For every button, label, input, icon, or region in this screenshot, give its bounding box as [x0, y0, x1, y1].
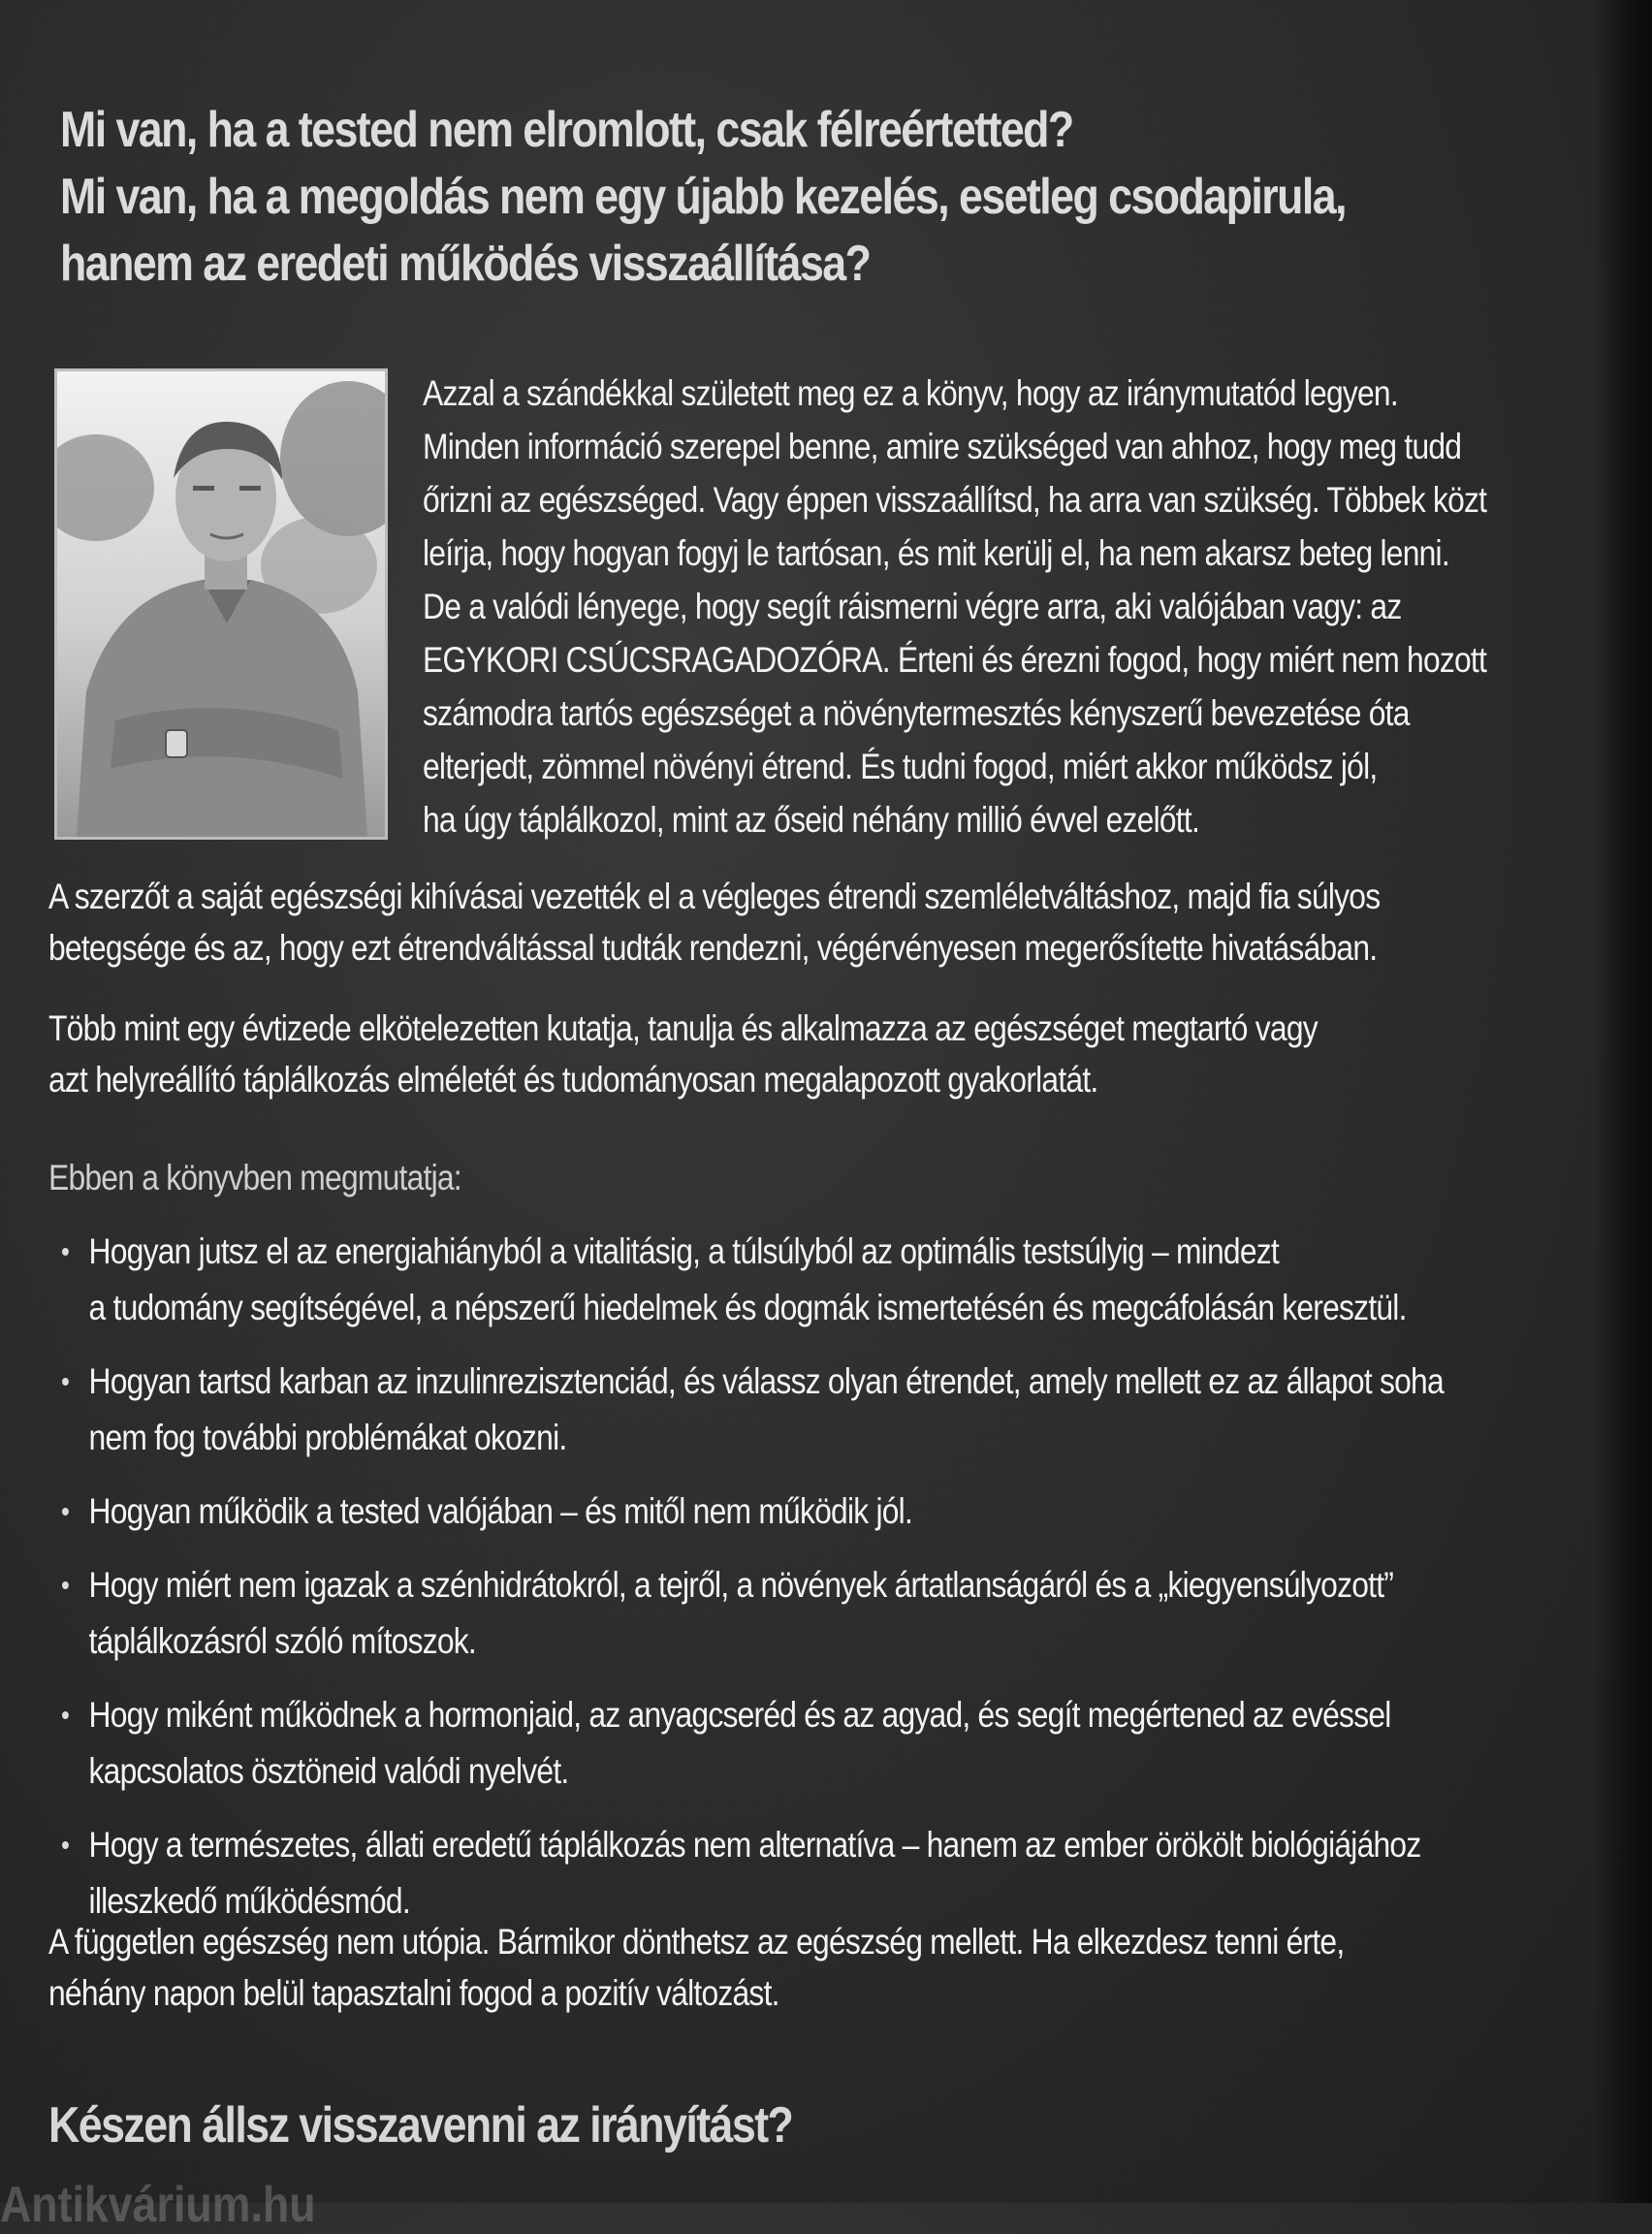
closing-question: Készen állsz visszavenni az irányítást? — [48, 2097, 793, 2154]
headline — [60, 97, 1346, 298]
watermark: Antikvárium.hu — [0, 2177, 316, 2233]
bullet-icon — [62, 1711, 69, 1719]
intro-line: elterjedt, zömmel növényi étrend. És tudni fogod, miért akkor működsz jól, — [423, 747, 1378, 786]
paragraph-line: A független egészség nem utópia. Bármikor dönthetsz az egészség mellett. Ha elkezdesz tenni érte, — [48, 1922, 1345, 1962]
intro-line: EGYKORI CSÚCSRAGADOZÓRA. Érteni és érezni fogod, hogy miért nem hozott — [423, 640, 1487, 680]
intro-line: Azzal a szándékkal született meg ez a könyv, hogy az iránymutatód legyen. — [423, 373, 1398, 413]
intro-paragraph — [423, 367, 1573, 846]
benefit-list — [62, 1224, 1630, 1947]
author-paragraph — [48, 871, 1616, 973]
paragraph-line: betegsége és az, hogy ezt étrendváltással tudták rendezni, végérvényesen megerősítette hivatásában. — [48, 928, 1378, 968]
headline-line: Mi van, ha a megoldás nem egy újabb kezelés, esetleg csodapirula, — [60, 169, 1346, 225]
bullet-icon — [62, 1378, 69, 1386]
bullet-icon — [62, 1581, 69, 1589]
intro-line: ha úgy táplálkozol, mint az őseid néhány millió évvel ezelőtt. — [423, 800, 1200, 840]
list-item: Hogy miként működnek a hormonjaid, az anyagcseréd és az agyad, és segít megértened az evéssel kapcsolatos ösztöneid valódi nyelvét. — [62, 1687, 1630, 1800]
list-item: Hogy miért nem igazak a szénhidrátokról, a tejről, a növények ártatlanságáról és a „kiegyensúlyozott” táplálkozásról szóló mítoszok. — [62, 1557, 1630, 1670]
intro-line: Minden információ szerepel benne, amire szükséged van ahhoz, hogy meg tudd — [423, 427, 1462, 466]
bullet-icon — [62, 1248, 69, 1256]
list-lead-in: Ebben a könyvben megmutatja: — [48, 1158, 461, 1197]
author-portrait-image — [57, 371, 385, 837]
list-item: Hogy a természetes, állati eredetű táplálkozás nem alternatíva – hanem az ember örökölt biológiájához illeszkedő működésmód. — [62, 1817, 1630, 1930]
bullet-icon — [62, 1841, 69, 1849]
headline-line: hanem az eredeti működés visszaállítása? — [60, 236, 871, 292]
headline-line: Mi van, ha a tested nem elromlott, csak félreértetted? — [60, 102, 1073, 158]
list-item: Hogyan tartsd karban az inzulinrezisztenciád, és válassz olyan étrendet, amely mellett ez az állapot soha nem fog további problémákat okozni. — [62, 1354, 1630, 1466]
research-paragraph — [48, 1003, 1616, 1105]
intro-line: őrizni az egészséged. Vagy éppen visszaállítsd, ha arra van szükség. Többek közt — [423, 480, 1487, 520]
paragraph-line: Több mint egy évtizede elkötelezetten kutatja, tanulja és alkalmazza az egészséget megtartó vagy — [48, 1008, 1318, 1048]
paragraph-line: néhány napon belül tapasztalni fogod a pozitív változást. — [48, 1973, 779, 2013]
intro-line: leírja, hogy hogyan fogyj le tartósan, és mit kerülj el, ha nem akarsz beteg lenni. — [423, 533, 1449, 573]
paragraph-line: A szerzőt a saját egészségi kihívásai vezették el a végleges étrendi szemléletváltáshoz, majd fia súlyos — [48, 877, 1381, 916]
intro-line: De a valódi lényege, hogy segít ráismerni végre arra, aki valójában vagy: az — [423, 587, 1402, 626]
book-spine-edge — [1594, 0, 1652, 2203]
paragraph-line: azt helyreállító táplálkozás elméletét és tudományosan megalapozott gyakorlatát. — [48, 1060, 1098, 1100]
closing-paragraph — [48, 1916, 1616, 2019]
list-item: Hogyan működik a tested valójában – és mitől nem működik jól. — [62, 1484, 1630, 1540]
list-item: Hogyan jutsz el az energiahiányból a vitalitásig, a túlsúlyból az optimális testsúlyig – mindezt a tudomány segítségével, a népszerű hiedelmek és dogmák ismertetésén és megcáfolásán keresztül. — [62, 1224, 1630, 1336]
author-photo — [54, 368, 388, 840]
intro-line: számodra tartós egészséget a növénytermesztés kényszerű bevezetése óta — [423, 693, 1410, 733]
bullet-icon — [62, 1508, 69, 1516]
